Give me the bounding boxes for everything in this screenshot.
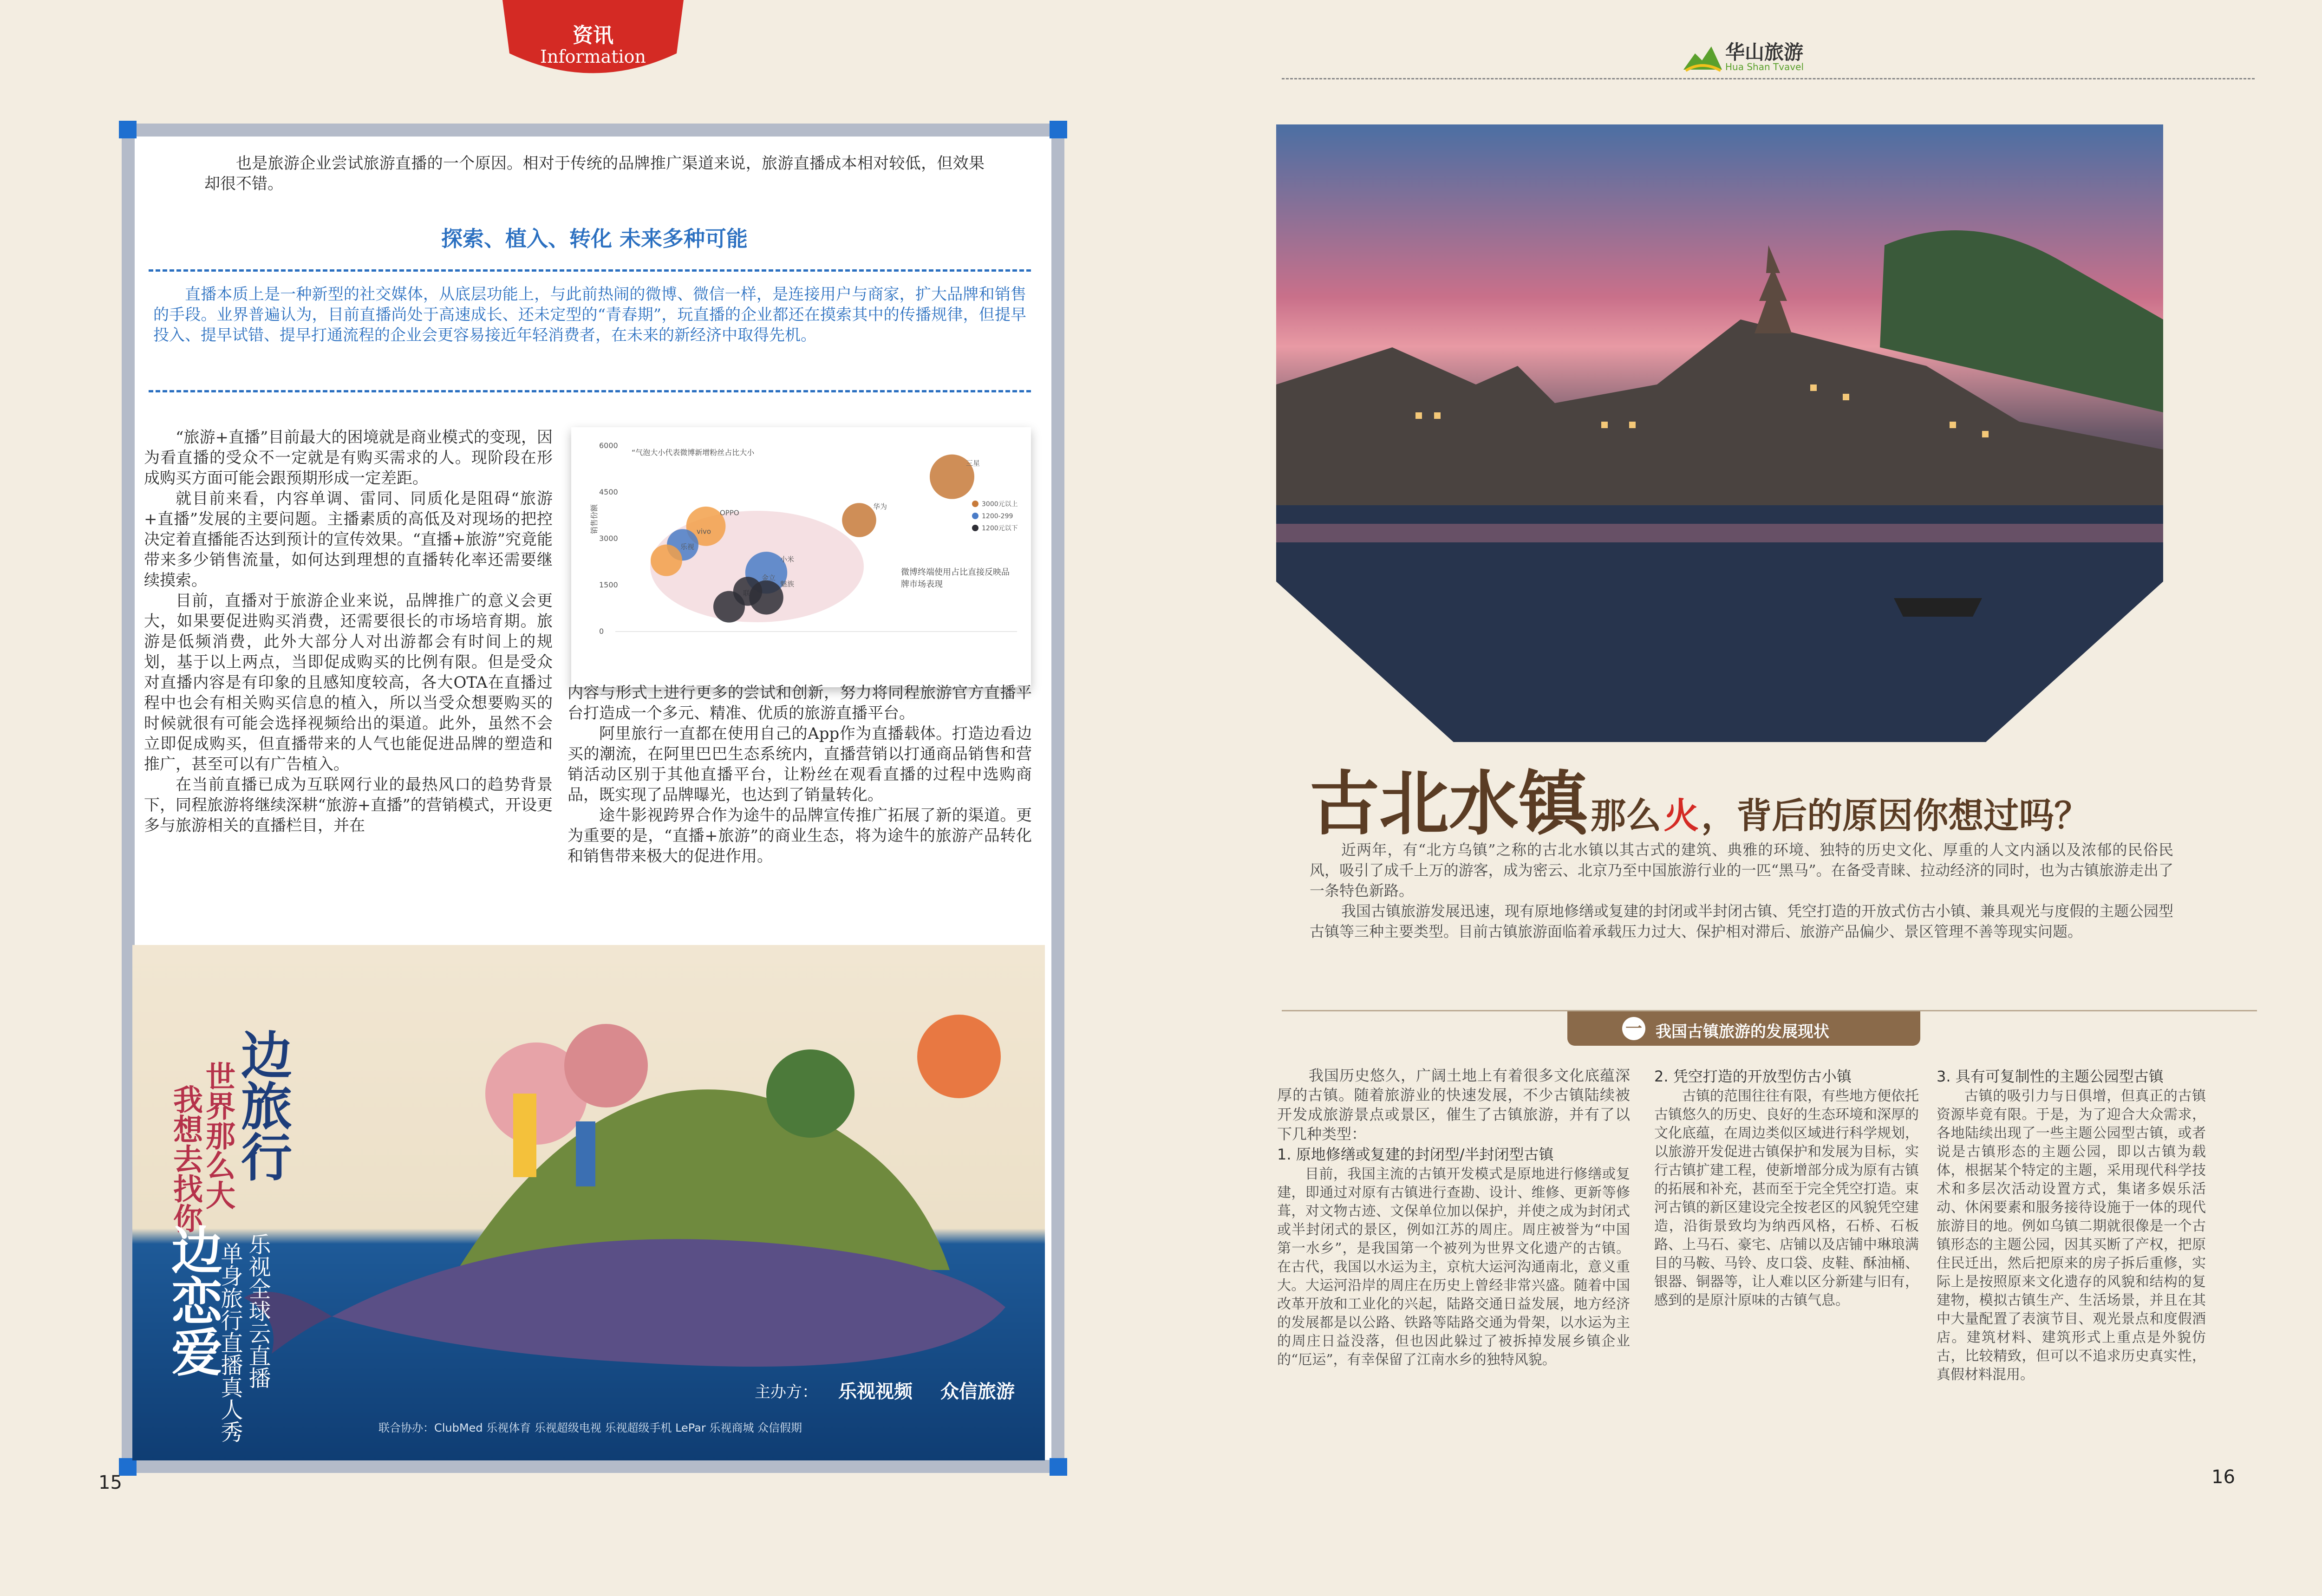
- left-col1: [144, 427, 553, 836]
- chart-bubble: [651, 545, 682, 576]
- section-tab-label-en: Information: [540, 46, 646, 67]
- ad-big-title1: 边旅行: [233, 1029, 293, 1182]
- article-title: [1310, 748, 2192, 848]
- highlight-top-rule: [149, 269, 1031, 272]
- page-number-left: 15: [98, 1472, 122, 1493]
- section-tab-label: 资讯: [573, 24, 613, 47]
- section-heading: 探索、植入、转化 未来多种可能: [441, 226, 748, 251]
- ad-sponsor-1: 乐视视频: [838, 1381, 913, 1402]
- col1-body: 目前，我国主流的古镇开发模式是原地进行修缮或复建，即通过对原有古镇进行查勘、设计、维修、更新等修葺，对文物古迹、文保单位加以保护，并使之成为封闭式或半封闭式的景区，例如江苏的周庄。周庄被誉为“中国第一水乡”，是我国第一个被列为世界文化遗产的古镇。在古代，我国以水运为主，京杭大运河沟通南北，意义重大。大运河沿岸的周庄在历史上曾经非常兴盛。随着中国改革开放和工业化的兴起，陆路交通日益发展，地方经济的发展都是以公路、铁路等陆路交通为骨架，以水运为主的周庄日益没落，但也因此躲过了被拆掉发展乡镇企业的“厄运”，有幸保留了江南水乡的独特风貌。: [1277, 1166, 1630, 1368]
- chart-legend-label: 1200-299: [982, 513, 1013, 520]
- chart-bubble-label: 三星: [966, 459, 980, 468]
- chart-bubble-label: 小米: [780, 555, 795, 564]
- ad-title-line1: 世界那么大: [201, 1061, 235, 1210]
- brand-logo: [1681, 37, 1820, 79]
- chart-legend-marker: [972, 501, 978, 507]
- tree-shape: [766, 1049, 854, 1138]
- col2-body: 古镇的范围往往有限，有些地方便依托古镇悠久的历史、良好的生态环境和深厚的文化底蕴，在周边类似区域进行科学规划，以旅游开发促进古镇保护和发展为目标，实行古镇扩建工程，使新增部分成为原有古镇的拓展和补充，甚而至于完全凭空打造。束河古镇的新区建设完全按老区的风貌凭空建造，沿街景致均为纳西风格，石桥、石板路、上马石、豪宅、店铺以及店铺中琳琅满目的马鞍、马铃、皮口袋、皮鞋、酥油桶、银器、铜器等，让人难以区分新建与旧有，感到的是原汁原味的古镇气息。: [1654, 1088, 1919, 1309]
- right-col2: [1654, 1066, 1919, 1310]
- col1-paragraph: 在当前直播已成为互联网行业的最热风口的趋势背景下，同程旅游将继续深耕“旅游+直播”的营销模式，开设更多与旅游相关的直播栏目，并在: [144, 775, 553, 835]
- chart-y-tick: 6000: [599, 441, 618, 450]
- chart-legend-label: 3000元以上: [982, 501, 1018, 508]
- chart-title: “气泡大小代表微博新增粉丝占比大小: [632, 448, 755, 457]
- mountain-logo-icon: [1681, 42, 1723, 74]
- right-col1: [1277, 1066, 1630, 1369]
- right-col3: [1937, 1066, 2206, 1384]
- header-dashed-rule: [1282, 78, 2255, 79]
- water-town-illustration: [1276, 124, 2163, 742]
- hero-photo: [1276, 124, 2163, 742]
- chart-legend-marker: [972, 525, 978, 531]
- article-intro: [1310, 840, 2173, 942]
- col-intro: 我国历史悠久，广阔土地上有着很多文化底蕴深厚的古镇。随着旅游业的快速发展，不少古镇陆续被开发成旅游景点或景区，催生了古镇旅游，并有了以下几种类型：: [1277, 1067, 1630, 1143]
- traveler-figure: [513, 1094, 536, 1177]
- col3-heading: 3. 具有可复制性的主题公园型古镇: [1937, 1068, 2164, 1085]
- bubble-chart-svg: [571, 427, 1031, 687]
- ad-sub2: 单身旅行直播真人秀: [217, 1242, 243, 1443]
- col2-paragraph: 途牛影视跨界合作为途牛的品牌宣传推广拓展了新的渠道。更为重要的是，“直播+旅游”的商业生态，将为途牛的旅游产品转化和销售带来极大的促进作用。: [567, 806, 1032, 866]
- frame-corner-tl: [119, 121, 137, 138]
- chart-bubble-label: 乐视: [680, 542, 695, 551]
- badge-number: 一: [1622, 1017, 1645, 1040]
- logo-text: 华山旅游: [1725, 41, 1804, 64]
- col2-paragraph: 内容与形式上进行更多的尝试和创新，努力将同程旅游官方直播平台打造成一个多元、精准、优质的旅游直播平台。: [567, 684, 1032, 723]
- ad-organizer-label: 主办方：: [755, 1383, 818, 1401]
- col1-heading: 1. 原地修缮或复建的封闭型/半封闭型古镇: [1277, 1146, 1554, 1163]
- chart-y-tick: 3000: [599, 534, 618, 543]
- article-title-rest: ，背后的原因你想过吗？: [1701, 795, 2090, 836]
- section-tab: [493, 0, 693, 84]
- chart-y-tick: 4500: [599, 488, 618, 496]
- travel-ad: [132, 945, 1045, 1460]
- highlight-paragraph: 直播本质上是一种新型的社交媒体，从底层功能上，与此前热闹的微博、微信一样，是连接用户与商家，扩大品牌和销售的手段。业界普遍认为，目前直播尚处于高速成长、还未定型的“青春期”，玩直播的企业都还在摸索其中的传播规律，但提早投入、提早试错、提早打通流程的企业会更容易接近年轻消费者，在未来的新经济中取得先机。: [153, 285, 1026, 345]
- ad-big-title2: 边恋爱: [163, 1224, 223, 1377]
- badge-text: 我国古镇旅游的发展现状: [1656, 1023, 1829, 1041]
- article-title-rest: 那么: [1591, 795, 1662, 836]
- chart-caption: 微博终端使用占比直接反映品牌市场表现: [901, 567, 1010, 589]
- ad-sponsor-2: 众信旅游: [940, 1381, 1015, 1402]
- ad-title-line2: 我想去找你: [168, 1084, 203, 1233]
- chart-bubble-label: OPPO: [720, 508, 739, 517]
- logo-text-en: Hua Shan Tvavel: [1725, 61, 1804, 72]
- chart-bubble-label: vivo: [697, 527, 711, 536]
- sky-reflection-shape: [1276, 524, 2163, 542]
- traveler-figure: [576, 1121, 595, 1186]
- highlight-bottom-rule: [149, 390, 1031, 392]
- chart-bubble-label: 金立: [762, 573, 776, 582]
- intro-paragraph: 近两年，有“北方乌镇”之称的古北水镇以其古式的建筑、典雅的环境、独特的历史文化、厚重的人文内涵以及浓郁的民俗民风，吸引了成千上万的游客，成为密云、北京乃至中国旅游行业的一匹“黑马”。在备受青睐、拉动经济的同时，也为古镇旅游走出了一条特色新路。: [1310, 841, 2173, 899]
- chart-bubble: [733, 577, 762, 606]
- article-title-big: 古北水镇: [1310, 763, 1589, 845]
- chart-bubble-label: 华为: [873, 502, 887, 511]
- frame-corner-br: [1050, 1458, 1067, 1476]
- chart-legend-label: 1200元以下: [982, 525, 1018, 532]
- sun-icon: [917, 1015, 1001, 1098]
- tree-blossom-shape: [564, 1024, 648, 1107]
- col1-paragraph: “旅游+直播”目前最大的困境就是商业模式的变现，因为看直播的受众不一定就是有购买需求的人。现阶段在形成购买方面可能会跟预期形成一定差距。: [144, 428, 553, 488]
- intro-paragraph: 也是旅游企业尝试旅游直播的一个原因。相对于传统的品牌推广渠道来说，旅游直播成本相对较低，但效果却很不错。: [204, 154, 985, 193]
- col2-heading: 2. 凭空打造的开放型仿古小镇: [1654, 1068, 1852, 1085]
- bubble-chart: [571, 427, 1031, 687]
- col1-paragraph: 目前，直播对于旅游企业来说，品牌推广的意义会更大，如果要促进购买消费，还需要很长的市场培育期。旅游是低频消费，此外大部分人对出游都会有时间上的规划，基于以上两点，当即促成购买的比例有限。但是受众对直播内容是有印象的且感知度较高，各大OTA在直播过程中也会有相关购买信息的植入，所以当受众想要购买的时候就很有可能会选择视频给出的渠道。此外，虽然不会立即促成购买，但直播带来的人气也能促进品牌的塑造和推广，甚至可以有广告植入。: [144, 592, 553, 774]
- col2-paragraph: 阿里旅行一直都在使用自己的App作为直播载体。打造边看边买的潮流，在阿里巴巴生态系统内，直播营销以打通商品销售和营销活动区别于其他直播平台，让粉丝在观看直播的过程中选购商品，既实现了品牌曝光，也达到了销量转化。: [567, 724, 1032, 804]
- ad-partners: 联合协办：ClubMed 乐视体育 乐视超级电视 乐视超级手机 LePar 乐视商城 众信假期: [378, 1421, 802, 1434]
- chart-bubble-label: 魅族: [780, 580, 795, 588]
- pagoda-shape: [1755, 245, 1792, 333]
- col3-body: 古镇的吸引力与日俱增，但真正的古镇资源毕竟有限。于是，为了迎合大众需求，各地陆续出现了一些主题公园型古镇，或者说是古镇形态的主题公园，即以古镇为载体，根据某个特定的主题，采用现代科学技术和多层次活动设置方式，集诸多娱乐活动、休闲要素和服务接待设施于一体的现代旅游目的地。例如乌镇二期就很像是一个古镇形态的主题公园，因其买断了产权，把原住民迁出，然后把原来的房子拆后重修，实际上是按照原来文化遗存的风貌和结构的复建物，模拟古镇生产、生活场景，并且在其中大量配置了表演节目、观光景点和度假酒店。建筑材料、建筑形式上重点是外貌仿古，比较精致，但可以不追求历史真实性，真假材料混用。: [1937, 1088, 2206, 1383]
- chart-y-tick: 1500: [599, 580, 618, 589]
- col1-paragraph: 就目前来看，内容单调、雷同、同质化是阻碍“旅游+直播”发展的主要问题。主播素质的高低及对现场的把控决定着直播能否达到预计的宣传效果。“直播+旅游”究竟能带来多少销售流量，如何达到理想的直播转化率还需要继续摸索。: [144, 489, 553, 590]
- article-title-fire: 火: [1663, 795, 1699, 836]
- chart-bubble: [842, 503, 876, 537]
- chart-y-tick: 0: [599, 627, 604, 636]
- chart-legend-marker: [972, 513, 978, 519]
- intro-paragraph: 我国古镇旅游发展迅速，现有原地修缮或复建的封闭或半封闭古镇、凭空打造的开放式仿古小镇、兼具观光与度假的主题公园型古镇等三种主要类型。目前古镇旅游面临着承载压力过大、保护相对滞后、旅游产品偏少、景区管理不善等现实问题。: [1310, 902, 2174, 940]
- section-badge: [1567, 1011, 1920, 1046]
- ad-sub1: 乐视全球云直播: [245, 1233, 271, 1389]
- page-number-right: 16: [2211, 1466, 2235, 1488]
- chart-ylabel: 销售份额: [590, 504, 599, 534]
- left-col2: [567, 683, 1032, 866]
- boat-shape: [1894, 598, 1982, 617]
- frame-corner-tr: [1050, 121, 1067, 138]
